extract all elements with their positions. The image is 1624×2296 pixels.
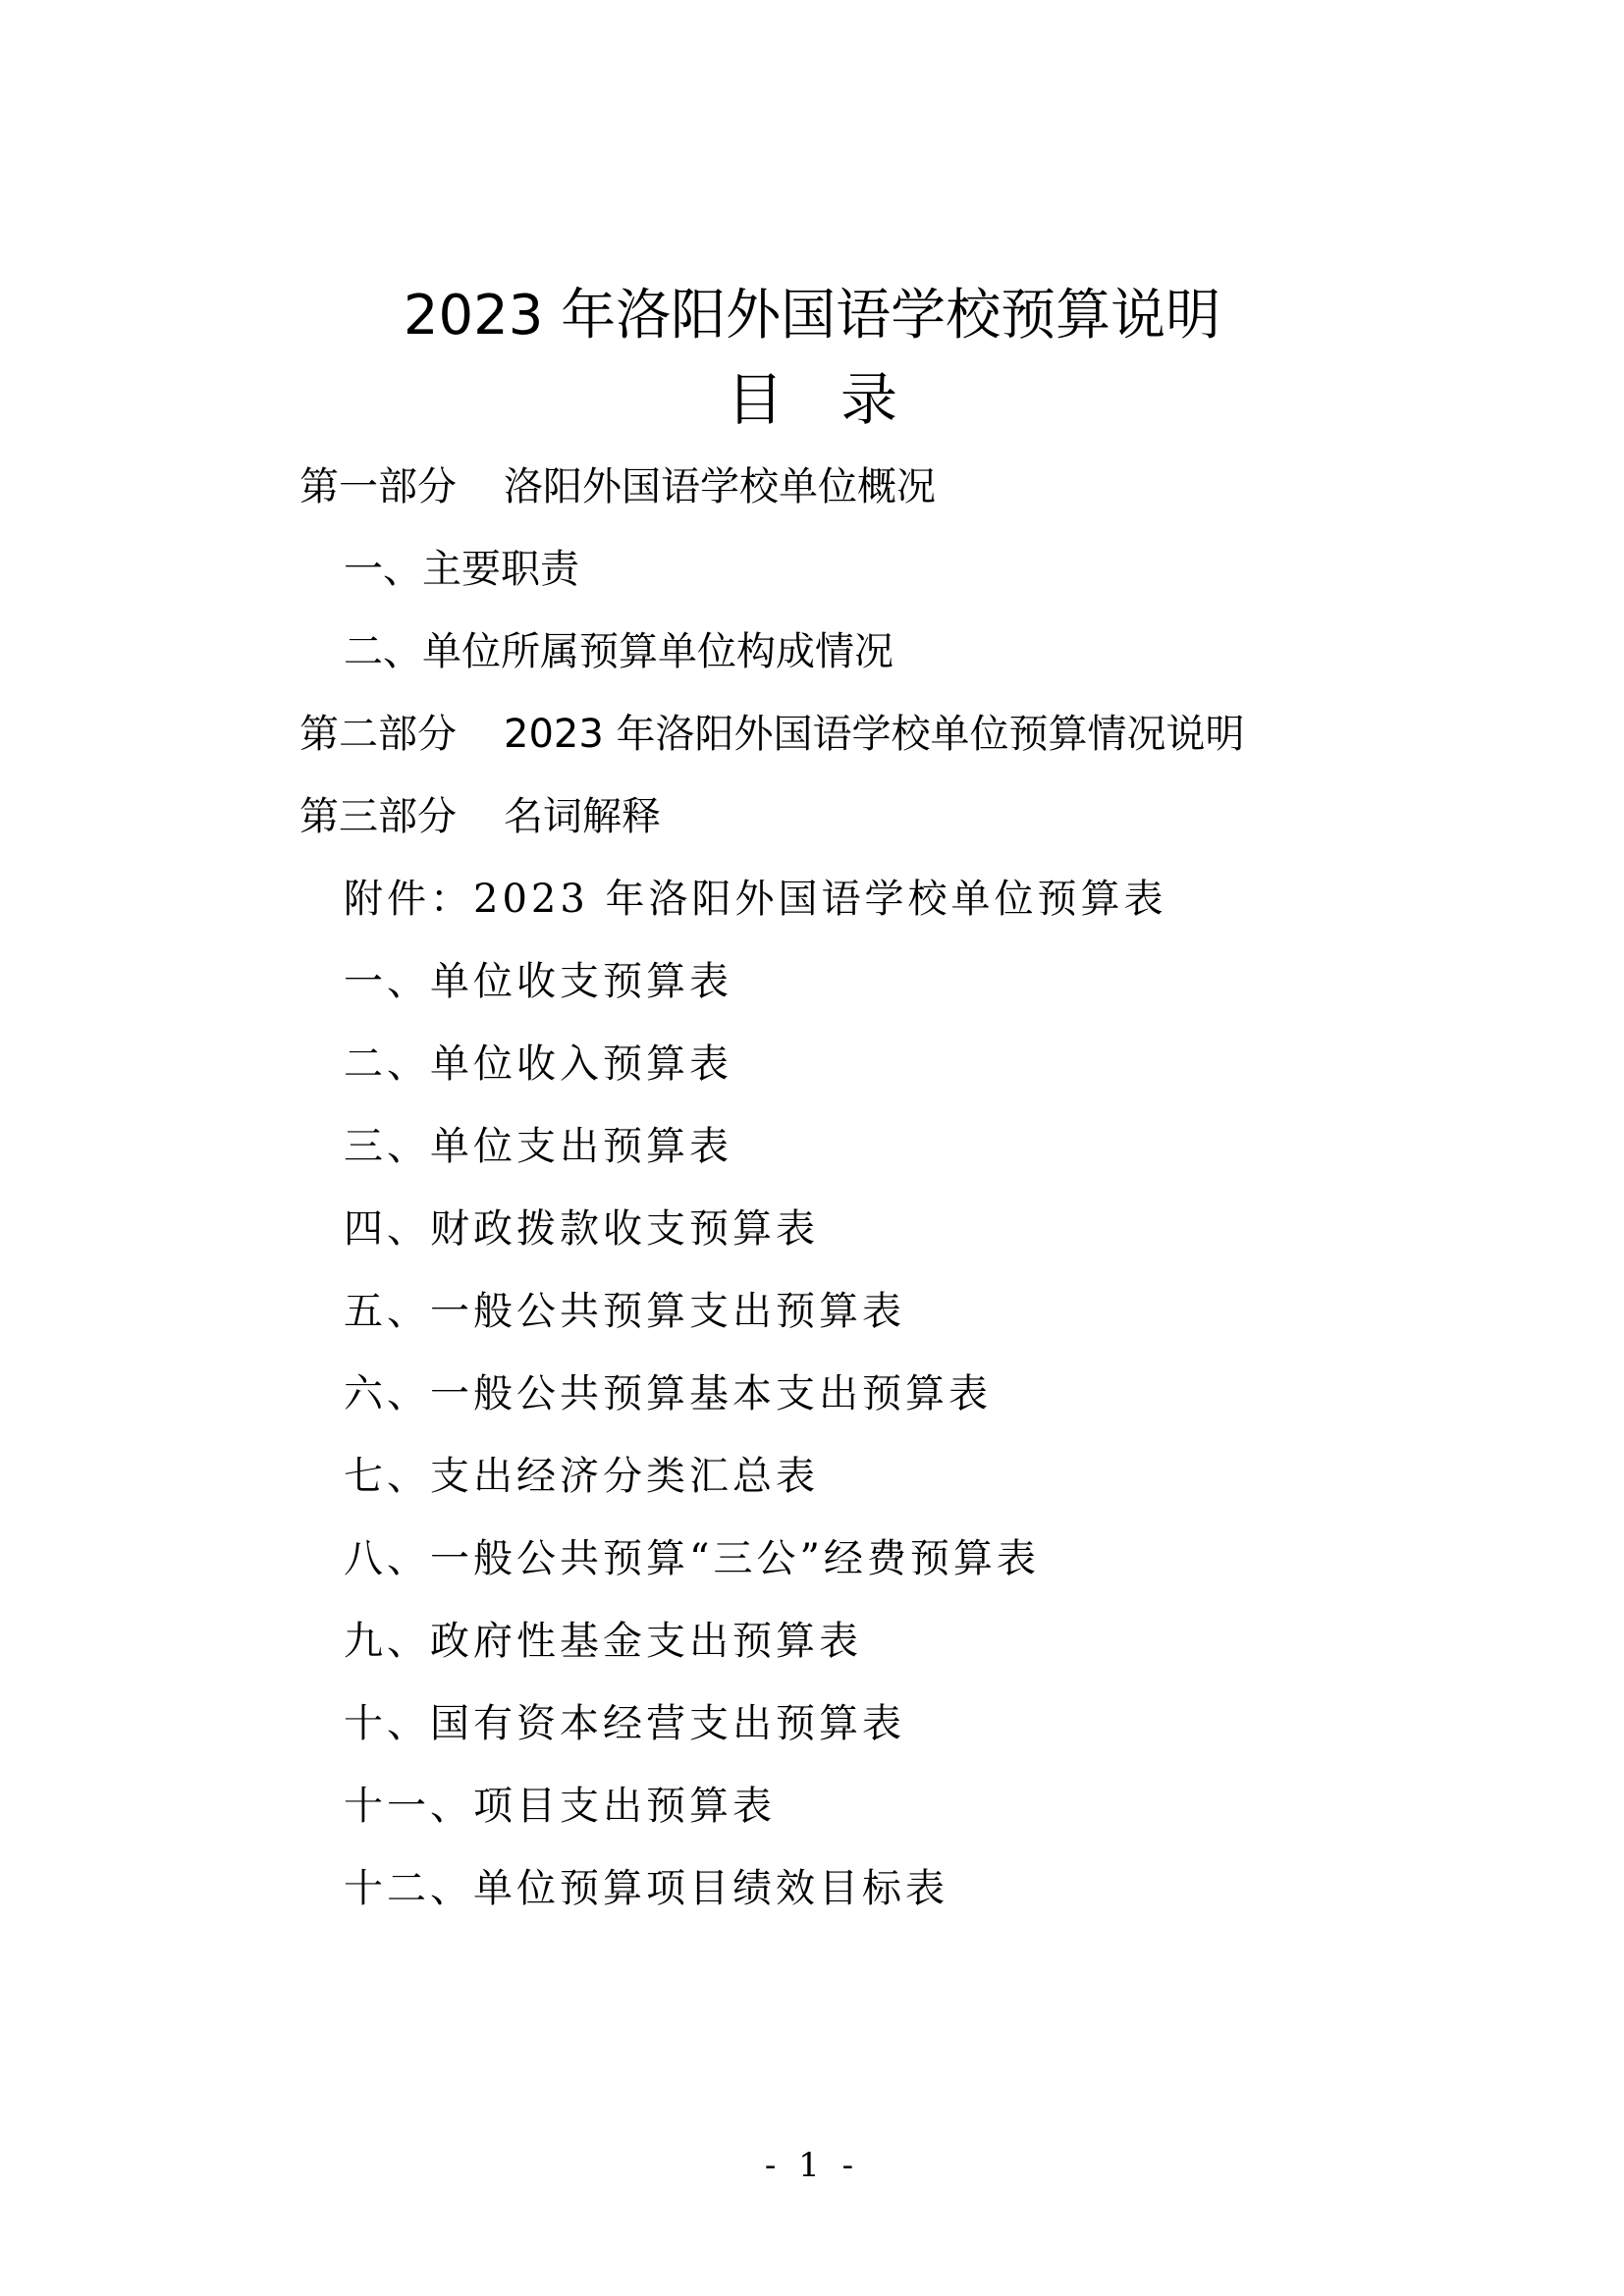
toc-attachment-item-12[interactable]: 十二、单位预算项目绩效目标表 (344, 1866, 948, 1911)
toc-part-text: 2023 年洛阳外国语学校单位预算情况说明 (504, 712, 1245, 757)
toc-part-2[interactable] (299, 712, 1245, 757)
toc-part-label: 第一部分 (299, 464, 457, 509)
toc-part-3[interactable] (299, 794, 661, 839)
toc-attachment-item-7[interactable]: 七、支出经济分类汇总表 (344, 1454, 819, 1499)
toc-attachment-item-6[interactable]: 六、一般公共预算基本支出预算表 (344, 1371, 992, 1416)
toc-attachment-item-9[interactable]: 九、政府性基金支出预算表 (344, 1619, 862, 1664)
toc-part-text: 名词解释 (504, 794, 661, 839)
toc-attachment-item-8[interactable]: 八、一般公共预算“三公”经费预算表 (344, 1536, 1040, 1581)
document-title: 2023 年洛阳外国语学校预算说明 (403, 284, 1221, 347)
toc-attachment-item-3[interactable]: 三、单位支出预算表 (344, 1124, 732, 1169)
toc-part-1[interactable] (299, 464, 936, 509)
page-number: - 1 - (764, 2146, 860, 2185)
toc-part-label: 第三部分 (299, 794, 457, 839)
toc-part-text: 洛阳外国语学校单位概况 (504, 464, 936, 509)
toc-attachment-title[interactable]: 附件：2023 年洛阳外国语学校单位预算表 (344, 877, 1167, 922)
toc-attachment-item-11[interactable]: 十一、项目支出预算表 (344, 1784, 776, 1829)
toc-attachment-item-5[interactable]: 五、一般公共预算支出预算表 (344, 1289, 905, 1334)
toc-attachment-item-4[interactable]: 四、财政拨款收支预算表 (344, 1206, 819, 1252)
toc-attachment-item-10[interactable]: 十、国有资本经营支出预算表 (344, 1701, 905, 1746)
toc-item-part1-1[interactable]: 一、主要职责 (344, 547, 579, 592)
toc-attachment-item-2[interactable]: 二、单位收入预算表 (344, 1041, 732, 1087)
toc-attachment-item-1[interactable]: 一、单位收支预算表 (344, 959, 732, 1004)
toc-part-label: 第二部分 (299, 712, 457, 757)
toc-heading: 目 录 (726, 366, 897, 433)
toc-item-part1-2[interactable]: 二、单位所属预算单位构成情况 (344, 629, 893, 674)
